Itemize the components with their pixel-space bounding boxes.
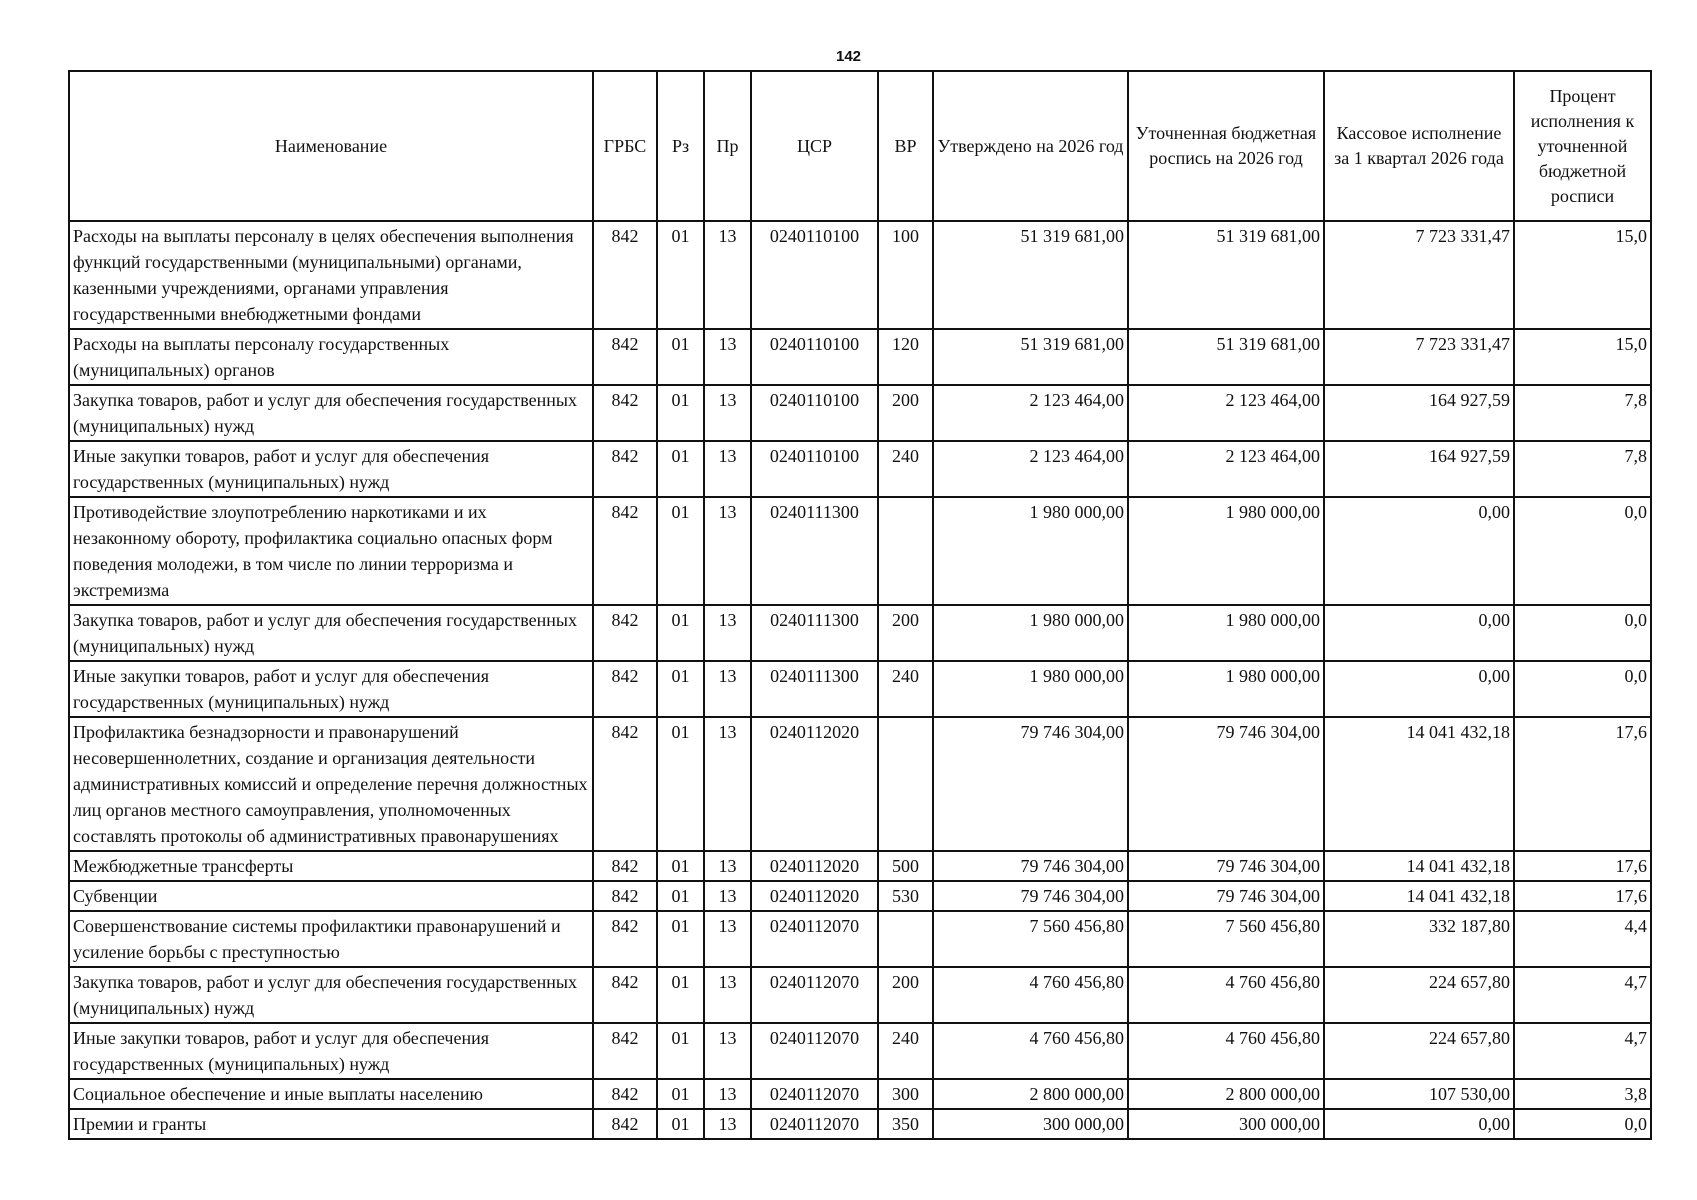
cell-pr: 13 [704,661,751,717]
cell-grbs: 842 [593,441,657,497]
cell-percent: 3,8 [1514,1079,1651,1109]
cell-rz: 01 [657,441,704,497]
cell-csr: 0240112070 [751,1109,878,1139]
cell-csr: 0240112070 [751,1023,878,1079]
cell-csr: 0240111300 [751,605,878,661]
cell-csr: 0240112070 [751,1079,878,1109]
table-row [69,1079,1651,1109]
table-row [69,1023,1651,1079]
header-cash: Кассовое исполнение за 1 квартал 2026 года [1324,71,1514,221]
cell-vr [878,717,933,851]
cell-name: Закупка товаров, работ и услуг для обеспечения государственных (муниципальных) нужд [69,967,593,1023]
table-row [69,881,1651,911]
cell-name: Расходы на выплаты персоналу государственных (муниципальных) органов [69,329,593,385]
cell-rz: 01 [657,605,704,661]
cell-percent: 4,4 [1514,911,1651,967]
cell-vr: 240 [878,661,933,717]
cell-grbs: 842 [593,967,657,1023]
cell-pr: 13 [704,1079,751,1109]
cell-cash: 7 723 331,47 [1324,221,1514,329]
cell-pr: 13 [704,851,751,881]
cell-refined: 2 123 464,00 [1128,385,1324,441]
header-name: Наименование [69,71,593,221]
cell-csr: 0240111300 [751,497,878,605]
cell-pr: 13 [704,441,751,497]
cell-grbs: 842 [593,1023,657,1079]
cell-grbs: 842 [593,881,657,911]
cell-approved: 2 800 000,00 [933,1079,1128,1109]
cell-grbs: 842 [593,497,657,605]
cell-pr: 13 [704,221,751,329]
cell-name: Иные закупки товаров, работ и услуг для обеспечения государственных (муниципальных) нужд [69,441,593,497]
cell-vr [878,911,933,967]
cell-rz: 01 [657,221,704,329]
cell-approved: 79 746 304,00 [933,851,1128,881]
cell-rz: 01 [657,497,704,605]
header-csr: ЦСР [751,71,878,221]
cell-cash: 224 657,80 [1324,1023,1514,1079]
cell-pr: 13 [704,605,751,661]
cell-cash: 107 530,00 [1324,1079,1514,1109]
cell-approved: 2 123 464,00 [933,385,1128,441]
cell-percent: 0,0 [1514,605,1651,661]
cell-percent: 17,6 [1514,881,1651,911]
cell-approved: 51 319 681,00 [933,221,1128,329]
cell-csr: 0240112020 [751,717,878,851]
cell-name: Иные закупки товаров, работ и услуг для обеспечения государственных (муниципальных) нужд [69,1023,593,1079]
cell-grbs: 842 [593,221,657,329]
cell-csr: 0240111300 [751,661,878,717]
cell-cash: 224 657,80 [1324,967,1514,1023]
cell-percent: 17,6 [1514,717,1651,851]
cell-vr: 200 [878,385,933,441]
cell-cash: 14 041 432,18 [1324,881,1514,911]
cell-refined: 4 760 456,80 [1128,967,1324,1023]
header-grbs: ГРБС [593,71,657,221]
cell-approved: 79 746 304,00 [933,881,1128,911]
cell-grbs: 842 [593,605,657,661]
cell-refined: 1 980 000,00 [1128,605,1324,661]
cell-pr: 13 [704,385,751,441]
cell-csr: 0240112070 [751,911,878,967]
cell-refined: 51 319 681,00 [1128,221,1324,329]
cell-vr: 350 [878,1109,933,1139]
cell-percent: 7,8 [1514,385,1651,441]
cell-csr: 0240112070 [751,967,878,1023]
cell-name: Премии и гранты [69,1109,593,1139]
header-refined: Уточненная бюджетная роспись на 2026 год [1128,71,1324,221]
cell-refined: 79 746 304,00 [1128,881,1324,911]
cell-rz: 01 [657,717,704,851]
cell-approved: 2 123 464,00 [933,441,1128,497]
cell-name: Профилактика безнадзорности и правонарушений несовершеннолетних, создание и организация деятельности административных комиссий и определение перечня должностных лиц органов местного самоуправления, уполномоченных составлять протоколы об административных правонарушениях [69,717,593,851]
cell-vr: 500 [878,851,933,881]
table-row [69,911,1651,967]
cell-refined: 4 760 456,80 [1128,1023,1324,1079]
cell-vr: 300 [878,1079,933,1109]
cell-approved: 79 746 304,00 [933,717,1128,851]
cell-rz: 01 [657,881,704,911]
cell-vr: 200 [878,967,933,1023]
cell-pr: 13 [704,1023,751,1079]
page-number: 142 [835,48,862,65]
cell-approved: 51 319 681,00 [933,329,1128,385]
cell-approved: 1 980 000,00 [933,605,1128,661]
table-row [69,497,1651,605]
header-rz: Рз [657,71,704,221]
cell-pr: 13 [704,717,751,851]
cell-name: Субвенции [69,881,593,911]
table-row [69,661,1651,717]
cell-cash: 332 187,80 [1324,911,1514,967]
cell-csr: 0240110100 [751,329,878,385]
cell-rz: 01 [657,1023,704,1079]
cell-name: Расходы на выплаты персоналу в целях обеспечения выполнения функций государственными (муниципальными) органами, казенными учреждениями, органами управления государственными внебюджетными фондами [69,221,593,329]
cell-refined: 2 123 464,00 [1128,441,1324,497]
cell-vr: 530 [878,881,933,911]
cell-grbs: 842 [593,717,657,851]
cell-rz: 01 [657,329,704,385]
cell-grbs: 842 [593,1109,657,1139]
cell-grbs: 842 [593,661,657,717]
table-row [69,851,1651,881]
cell-approved: 7 560 456,80 [933,911,1128,967]
cell-cash: 164 927,59 [1324,441,1514,497]
cell-percent: 0,0 [1514,497,1651,605]
header-approved: Утверждено на 2026 год [933,71,1128,221]
cell-name: Противодействие злоупотреблению наркотиками и их незаконному обороту, профилактика социально опасных форм поведения молодежи, в том числе по линии терроризма и экстремизма [69,497,593,605]
table-header-row [69,71,1651,221]
table-row [69,967,1651,1023]
cell-csr: 0240112020 [751,881,878,911]
cell-percent: 15,0 [1514,221,1651,329]
cell-name: Социальное обеспечение и иные выплаты населению [69,1079,593,1109]
table-row [69,385,1651,441]
cell-pr: 13 [704,967,751,1023]
cell-csr: 0240110100 [751,385,878,441]
cell-csr: 0240112020 [751,851,878,881]
cell-csr: 0240110100 [751,441,878,497]
cell-rz: 01 [657,661,704,717]
cell-rz: 01 [657,851,704,881]
cell-rz: 01 [657,911,704,967]
cell-refined: 1 980 000,00 [1128,661,1324,717]
cell-cash: 7 723 331,47 [1324,329,1514,385]
cell-pr: 13 [704,497,751,605]
cell-cash: 14 041 432,18 [1324,851,1514,881]
cell-pr: 13 [704,1109,751,1139]
cell-approved: 4 760 456,80 [933,1023,1128,1079]
cell-refined: 79 746 304,00 [1128,717,1324,851]
cell-percent: 15,0 [1514,329,1651,385]
cell-rz: 01 [657,1079,704,1109]
cell-cash: 14 041 432,18 [1324,717,1514,851]
table-body [69,221,1651,1139]
cell-approved: 300 000,00 [933,1109,1128,1139]
cell-grbs: 842 [593,385,657,441]
table-row [69,605,1651,661]
cell-approved: 1 980 000,00 [933,661,1128,717]
cell-vr [878,497,933,605]
cell-refined: 300 000,00 [1128,1109,1324,1139]
cell-cash: 0,00 [1324,497,1514,605]
header-pr: Пр [704,71,751,221]
cell-vr: 240 [878,1023,933,1079]
cell-name: Закупка товаров, работ и услуг для обеспечения государственных (муниципальных) нужд [69,605,593,661]
cell-refined: 79 746 304,00 [1128,851,1324,881]
header-percent: Процент исполнения к уточненной бюджетной росписи [1514,71,1651,221]
budget-table [68,70,1652,1140]
cell-refined: 2 800 000,00 [1128,1079,1324,1109]
cell-name: Закупка товаров, работ и услуг для обеспечения государственных (муниципальных) нужд [69,385,593,441]
cell-pr: 13 [704,329,751,385]
cell-refined: 7 560 456,80 [1128,911,1324,967]
cell-vr: 200 [878,605,933,661]
cell-rz: 01 [657,385,704,441]
cell-name: Межбюджетные трансферты [69,851,593,881]
table-row [69,717,1651,851]
cell-grbs: 842 [593,911,657,967]
cell-percent: 7,8 [1514,441,1651,497]
cell-refined: 1 980 000,00 [1128,497,1324,605]
cell-grbs: 842 [593,851,657,881]
cell-vr: 120 [878,329,933,385]
cell-approved: 1 980 000,00 [933,497,1128,605]
cell-csr: 0240110100 [751,221,878,329]
cell-percent: 4,7 [1514,967,1651,1023]
cell-refined: 51 319 681,00 [1128,329,1324,385]
cell-rz: 01 [657,1109,704,1139]
cell-cash: 0,00 [1324,1109,1514,1139]
table-row [69,441,1651,497]
cell-percent: 17,6 [1514,851,1651,881]
table-row [69,221,1651,329]
cell-approved: 4 760 456,80 [933,967,1128,1023]
cell-pr: 13 [704,911,751,967]
table-row [69,1109,1651,1139]
cell-grbs: 842 [593,1079,657,1109]
cell-percent: 0,0 [1514,1109,1651,1139]
cell-percent: 4,7 [1514,1023,1651,1079]
cell-cash: 164 927,59 [1324,385,1514,441]
cell-vr: 240 [878,441,933,497]
cell-rz: 01 [657,967,704,1023]
cell-pr: 13 [704,881,751,911]
cell-grbs: 842 [593,329,657,385]
cell-name: Иные закупки товаров, работ и услуг для обеспечения государственных (муниципальных) нужд [69,661,593,717]
table-row [69,329,1651,385]
cell-percent: 0,0 [1514,661,1651,717]
cell-vr: 100 [878,221,933,329]
cell-cash: 0,00 [1324,661,1514,717]
header-vr: ВР [878,71,933,221]
cell-cash: 0,00 [1324,605,1514,661]
cell-name: Совершенствование системы профилактики правонарушений и усиление борьбы с преступностью [69,911,593,967]
